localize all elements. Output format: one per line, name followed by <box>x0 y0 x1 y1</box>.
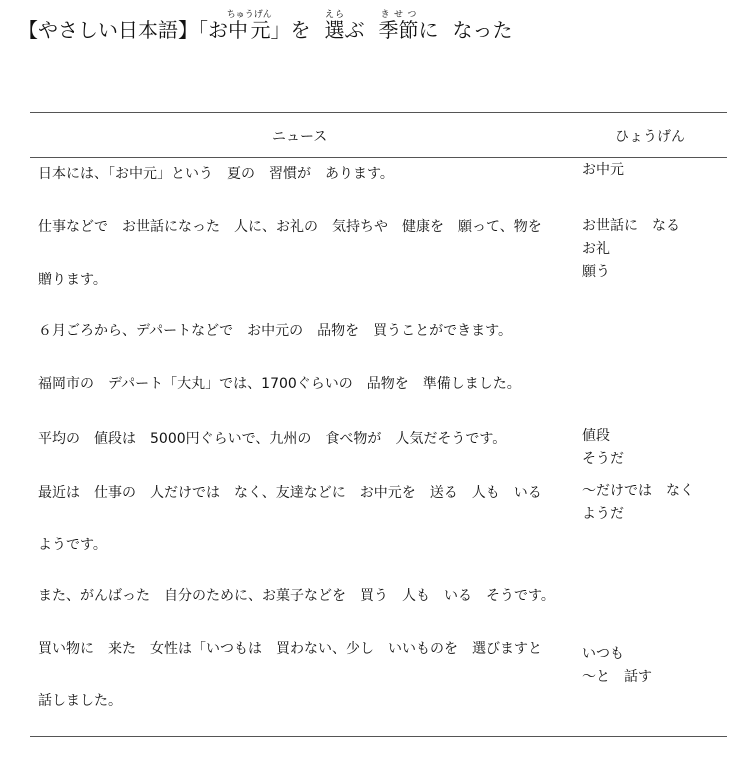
news-line: 贈ります。 <box>38 272 107 288</box>
news-line: 話しました。 <box>38 693 122 709</box>
news-line: また、がんばった 自分のために、お菓子などを 買う 人も いる そうです。 <box>38 588 555 604</box>
table-top-rule <box>30 112 727 113</box>
title-last: なった <box>452 18 513 42</box>
title-mid1: 」を <box>270 18 311 42</box>
expression-group <box>582 159 624 182</box>
expression-item: 値段 <box>582 428 610 444</box>
title-ruby-kisetsu: 季節きせつ <box>378 10 419 42</box>
news-line: 買い物に 来た 女性は「いつもは 買わない、少し いいものを 選びますと <box>38 641 542 657</box>
expression-group <box>582 480 694 526</box>
expression-item: ～だけでは なく <box>582 483 694 499</box>
expression-item: お中元 <box>582 162 624 178</box>
expression-item: お世話に なる <box>582 218 680 234</box>
news-line: ようです。 <box>38 537 107 553</box>
expression-item: ようだ <box>582 506 624 522</box>
expression-group <box>582 425 624 471</box>
article-title <box>18 10 513 40</box>
expression-item: ～と 話す <box>582 669 652 685</box>
news-line: 福岡市の デパート「大丸」では、1700ぐらいの 品物を 準備しました。 <box>38 376 521 392</box>
news-line: 仕事などで お世話になった 人に、お礼の 気持ちや 健康を 願って、物を <box>38 219 542 235</box>
news-line: 日本には、「お中元」という 夏の 習慣が あります。 <box>38 166 394 182</box>
expression-group <box>582 215 680 284</box>
title-ruby-chugen: 中元ちゅうげん <box>226 10 272 42</box>
news-line: 最近は 仕事の 人だけでは なく、友達などに お中元を 送る 人も いる <box>38 485 542 501</box>
header-hyougen: ひょうげん <box>615 129 685 145</box>
news-line: ６月ごろから、デパートなどで お中元の 品物を 買うことができます。 <box>38 323 513 339</box>
table-header-rule <box>30 157 727 158</box>
title-ruby-erabu: 選えら <box>324 10 345 42</box>
title-erabu-kana: ぶ <box>344 18 365 42</box>
expression-item: そうだ <box>582 451 624 467</box>
expression-item: いつも <box>582 646 624 662</box>
expression-item: 願う <box>582 264 610 280</box>
expression-item: お礼 <box>582 241 610 257</box>
title-prefix: 【やさしい日本語】「お <box>18 18 228 42</box>
title-kisetsu-kana: に <box>418 18 439 42</box>
expression-group <box>582 643 652 689</box>
news-line: 平均の 値段は 5000円ぐらいで、九州の 食べ物が 人気だそうです。 <box>38 431 507 447</box>
table-bottom-rule <box>30 736 727 737</box>
header-news: ニュース <box>272 129 328 145</box>
